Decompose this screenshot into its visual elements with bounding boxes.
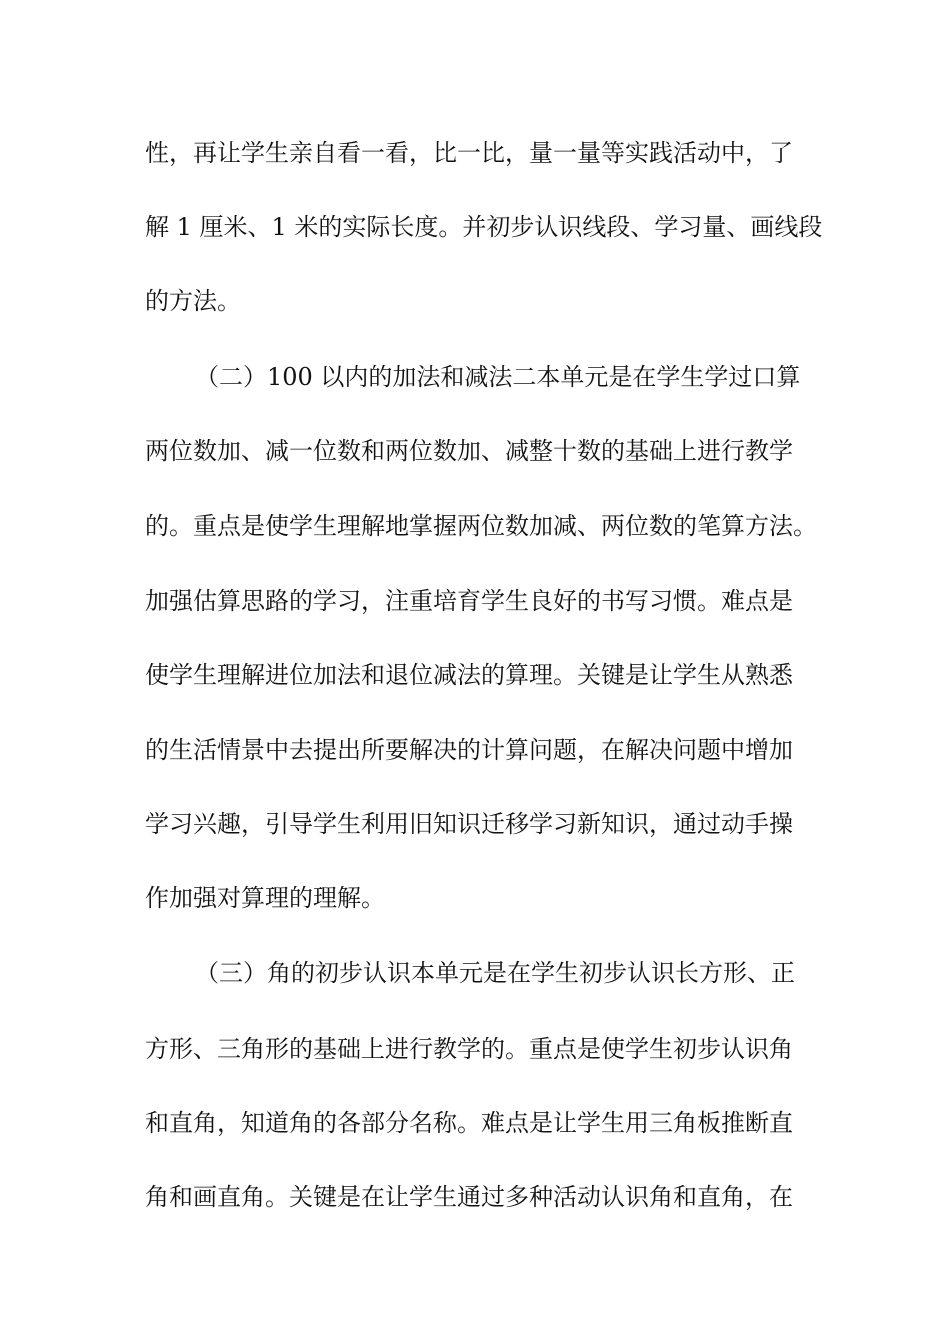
paragraph-line: 加强估算思路的学习，注重培育学生良好的书写习惯。难点是: [145, 587, 793, 615]
paragraph-line: 的方法。: [145, 287, 241, 315]
paragraph-line: 角和画直角。关键是在让学生通过多种活动认识角和直角，在: [145, 1183, 793, 1211]
paragraph-line: 方形、三角形的基础上进行教学的。重点是使学生初步认识角: [145, 1035, 793, 1063]
paragraph-line: 学习兴趣，引导学生利用旧知识迁移学习新知识，通过动手操: [145, 810, 793, 838]
paragraph-line: 作加强对算理的理解。: [145, 884, 385, 912]
paragraph-line: 使学生理解进位加法和退位减法的算理。关键是让学生从熟悉: [145, 661, 793, 689]
paragraph-line: （三）角的初步认识本单元是在学生初步认识长方形、正: [195, 959, 795, 987]
paragraph-line: 和直角，知道角的各部分名称。难点是让学生用三角板推断直: [145, 1109, 793, 1137]
paragraph-line: 的。重点是使学生理解地掌握两位数加减、两位数的笔算方法。: [145, 512, 817, 540]
paragraph-line: 解 1 厘米、1 米的实际长度。并初步认识线段、学习量、画线段: [145, 213, 823, 241]
paragraph-line: 两位数加、减一位数和两位数加、减整十数的基础上进行教学: [145, 437, 793, 465]
paragraph-line: 的生活情景中去提出所要解决的计算问题，在解决问题中增加: [145, 736, 793, 764]
paragraph-line: 性，再让学生亲自看一看，比一比，量一量等实践活动中，了: [145, 139, 793, 167]
paragraph-line: （二）100 以内的加法和减法二本单元是在学生学过口算: [195, 363, 801, 391]
